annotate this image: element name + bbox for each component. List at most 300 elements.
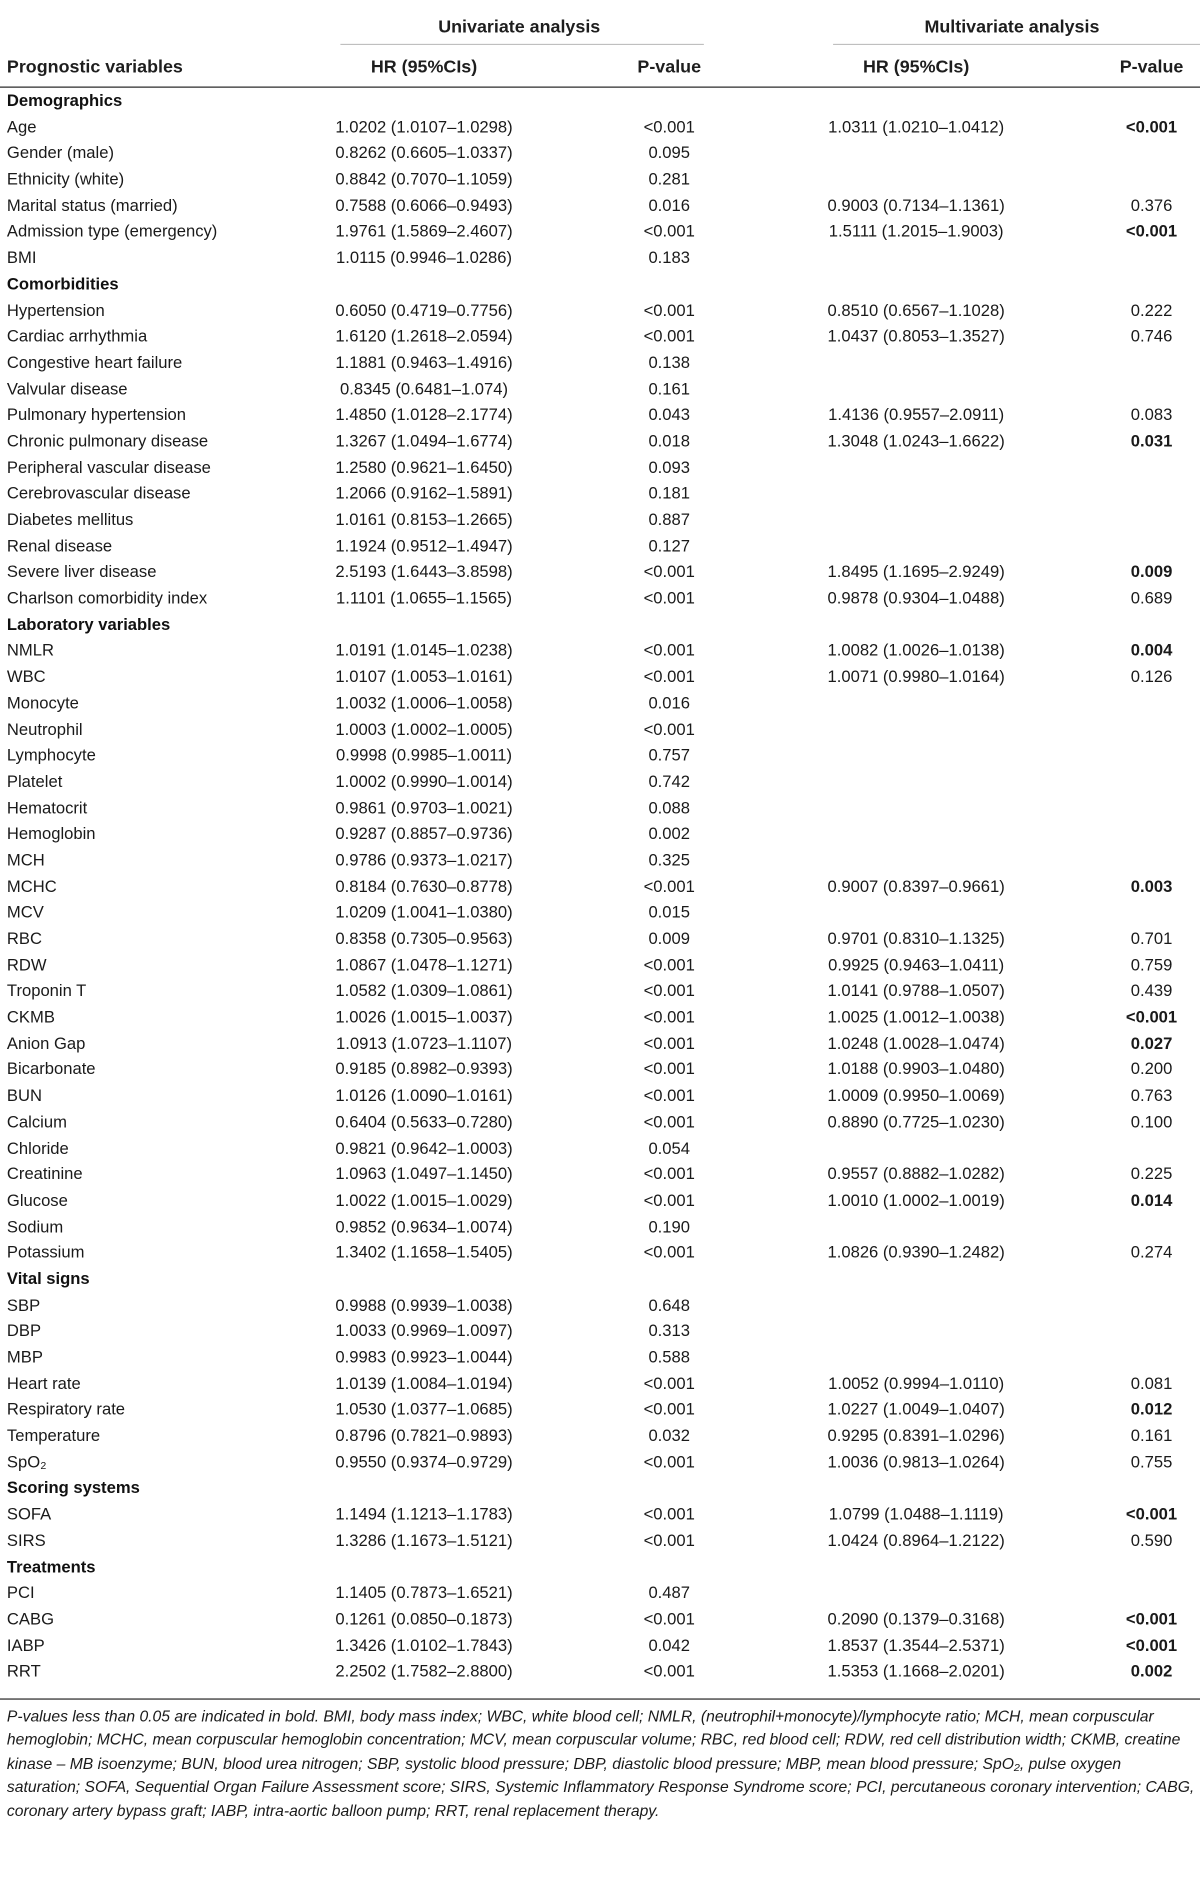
univariate-p-cell: 0.043: [648, 406, 690, 425]
table-row: [0, 1607, 1200, 1633]
univariate-p-cell: 0.018: [648, 432, 690, 452]
multivariate-p-cell: 0.225: [1130, 1165, 1173, 1185]
variable-cell: Age: [6, 118, 37, 137]
univariate-hr-cell: 1.1881 (0.9463–1.4916): [335, 354, 513, 373]
univariate-hr-cell: 1.4850 (1.0128–2.1774): [335, 406, 513, 425]
table-row: [0, 874, 1200, 900]
univariate-p-cell: 0.088: [648, 799, 690, 818]
multivariate-hr-cell: 1.8537 (1.3544–2.5371): [827, 1636, 1005, 1656]
variable-cell: Congestive heart failure: [6, 354, 183, 373]
univariate-p-cell: <0.001: [643, 1375, 695, 1394]
univariate-p-cell: <0.001: [643, 1244, 695, 1263]
multivariate-hr-cell: 1.0009 (0.9950–1.0069): [827, 1087, 1005, 1106]
univariate-hr-cell: 1.9761 (1.5869–2.4607): [335, 223, 513, 242]
multivariate-hr-cell: 1.0248 (1.0028–1.0474): [827, 1034, 1005, 1054]
table-row: [0, 167, 1200, 193]
univariate-p-cell: 0.002: [648, 825, 690, 844]
univariate-hr-cell: 1.0003 (1.0002–1.0005): [335, 720, 513, 740]
section-label: Treatments: [6, 1558, 96, 1577]
variable-cell: Calcium: [6, 1113, 67, 1132]
variable-cell: CKMB: [6, 1008, 55, 1027]
table-row: [0, 1633, 1200, 1659]
table-row: [0, 639, 1200, 665]
table-row: [0, 403, 1200, 429]
table-row: [0, 1345, 1200, 1371]
multivariate-p-cell: 0.222: [1130, 301, 1173, 321]
multivariate-hr-cell: 1.0227 (1.0049–1.0407): [827, 1401, 1005, 1420]
univariate-p-cell: <0.001: [643, 1034, 695, 1054]
univariate-hr-cell: 1.0022 (1.0015–1.0029): [335, 1191, 513, 1211]
univariate-hr-cell: 1.3426 (1.0102–1.7843): [335, 1636, 513, 1656]
univariate-hr-cell: 1.0161 (0.8153–1.2665): [335, 511, 513, 530]
univariate-group-rule: [340, 44, 703, 45]
univariate-p-cell: 0.032: [648, 1427, 690, 1446]
univariate-hr-cell: 0.8842 (0.7070–1.1059): [335, 170, 513, 190]
table-row: [0, 482, 1200, 508]
variable-cell: CABG: [6, 1610, 54, 1630]
univariate-p-cell: <0.001: [643, 1113, 695, 1132]
multivariate-hr-cell: 1.0141 (0.9788–1.0507): [827, 982, 1005, 1001]
univariate-p-cell: 0.887: [648, 511, 690, 530]
table-row: [0, 979, 1200, 1005]
table-row: [0, 194, 1200, 220]
univariate-p-cell: <0.001: [643, 668, 695, 687]
multivariate-p-cell: 0.100: [1130, 1113, 1173, 1132]
univariate-p-cell: <0.001: [643, 1532, 695, 1551]
univariate-hr-cell: 0.8796 (0.7821–0.9893): [335, 1427, 513, 1446]
variable-cell: Ethnicity (white): [6, 170, 125, 190]
univariate-hr-cell: 0.8345 (0.6481–1.074): [340, 380, 509, 399]
multivariate-hr-cell: 0.9701 (0.8310–1.1325): [827, 930, 1005, 949]
multivariate-p-cell: 0.081: [1130, 1375, 1173, 1394]
variable-cell: Chloride: [6, 1139, 69, 1158]
univariate-hr-cell: 1.0139 (1.0084–1.0194): [335, 1375, 513, 1394]
variable-cell: Marital status (married): [6, 197, 178, 216]
variable-cell: SBP: [6, 1296, 41, 1315]
univariate-p-cell: <0.001: [643, 982, 695, 1001]
variable-cell: MBP: [6, 1348, 43, 1368]
multivariate-hr-cell: 1.0424 (0.8964–1.2122): [827, 1532, 1005, 1551]
univariate-hr-cell: 1.3402 (1.1658–1.5405): [335, 1244, 513, 1263]
multivariate-hr-cell: 0.9295 (0.8391–1.0296): [827, 1427, 1005, 1446]
table-row: [0, 1529, 1200, 1555]
variable-cell: Platelet: [6, 772, 63, 792]
multivariate-p-cell: 0.763: [1130, 1087, 1173, 1106]
multivariate-p-cell: 0.002: [1130, 1662, 1173, 1682]
univariate-hr-cell: 1.6120 (1.2618–2.0594): [335, 327, 513, 347]
univariate-hr-cell: 1.0913 (1.0723–1.1107): [336, 1034, 513, 1054]
table-row: [0, 377, 1200, 403]
univariate-hr-cell: 0.8184 (0.7630–0.8778): [335, 877, 513, 897]
univariate-p-cell: 0.016: [648, 197, 690, 216]
variable-cell: MCV: [6, 903, 44, 923]
multivariate-p-cell: 0.200: [1130, 1060, 1173, 1080]
section-row: [0, 1267, 1200, 1293]
variable-cell: SIRS: [6, 1532, 46, 1551]
variable-cell: PCI: [6, 1584, 35, 1603]
univariate-p-cell: <0.001: [643, 563, 695, 582]
table-row: [0, 560, 1200, 586]
table-row: [0, 1450, 1200, 1476]
table-row: [0, 1293, 1200, 1319]
multivariate-p-cell: 0.376: [1130, 197, 1173, 216]
univariate-hr-cell: 1.0107 (1.0053–1.0161): [335, 668, 513, 687]
section-label: Laboratory variables: [6, 615, 171, 635]
univariate-p-cell: <0.001: [643, 1505, 695, 1525]
variable-cell: Renal disease: [6, 537, 113, 556]
multivariate-hr-cell: 1.0052 (0.9994–1.0110): [828, 1375, 1005, 1394]
univariate-hr-cell: 1.0867 (1.0478–1.1271): [335, 956, 513, 975]
variable-cell: Creatinine: [6, 1165, 83, 1185]
variable-cell: Monocyte: [6, 694, 79, 713]
table-row: [0, 1398, 1200, 1424]
table-row: [0, 927, 1200, 953]
bottom-rule: [0, 1698, 1200, 1699]
col-header-multi-hr: HR (95%CIs): [862, 57, 970, 78]
univariate-hr-cell: 1.3267 (1.0494–1.6774): [335, 432, 513, 452]
variable-cell: Charlson comorbidity index: [6, 589, 208, 609]
table-row: [0, 743, 1200, 769]
variable-cell: SOFA: [6, 1505, 52, 1525]
univariate-hr-cell: 0.8358 (0.7305–0.9563): [335, 930, 513, 949]
multivariate-p-cell: 0.590: [1130, 1532, 1173, 1551]
variable-cell: RRT: [6, 1662, 41, 1682]
section-row: [0, 1476, 1200, 1502]
col-header-multi-p: P-value: [1119, 57, 1184, 78]
section-row: [0, 272, 1200, 298]
variable-cell: Respiratory rate: [6, 1401, 126, 1420]
univariate-p-cell: <0.001: [643, 1191, 695, 1211]
variable-cell: Cerebrovascular disease: [6, 484, 191, 504]
univariate-p-cell: 0.161: [648, 380, 690, 399]
variable-cell: Peripheral vascular disease: [6, 458, 211, 478]
variable-cell: Admission type (emergency): [6, 223, 218, 242]
table-row: [0, 1057, 1200, 1083]
header-rule: [0, 87, 1200, 88]
univariate-p-cell: 0.588: [648, 1348, 690, 1368]
variable-cell: Heart rate: [6, 1375, 81, 1394]
table-row: [0, 1424, 1200, 1450]
variable-cell: NMLR: [6, 642, 54, 661]
univariate-hr-cell: 1.0209 (1.0041–1.0380): [335, 903, 513, 923]
multivariate-p-cell: 0.746: [1130, 327, 1173, 347]
univariate-hr-cell: 1.0033 (0.9969–1.0097): [335, 1322, 513, 1342]
univariate-hr-cell: 2.2502 (1.7582–2.8800): [335, 1662, 513, 1682]
table-row: [0, 822, 1200, 848]
section-row: [0, 612, 1200, 638]
multivariate-p-cell: 0.003: [1130, 877, 1173, 897]
variable-cell: BUN: [6, 1087, 42, 1106]
univariate-hr-cell: 1.0191 (1.0145–1.0238): [335, 642, 513, 661]
univariate-p-cell: <0.001: [643, 1087, 695, 1106]
variable-cell: Sodium: [6, 1217, 64, 1237]
variable-cell: Lymphocyte: [6, 746, 96, 766]
table-row: [0, 324, 1200, 350]
multivariate-hr-cell: 1.0799 (1.0488–1.1119): [828, 1505, 1004, 1525]
multivariate-p-cell: <0.001: [1125, 1505, 1178, 1525]
univariate-hr-cell: 0.9861 (0.9703–1.0021): [335, 799, 513, 818]
table-row: [0, 1502, 1200, 1528]
univariate-p-cell: 0.183: [648, 249, 690, 268]
table-row: [0, 220, 1200, 246]
variable-cell: Glucose: [6, 1191, 68, 1211]
table-row: [0, 1319, 1200, 1345]
univariate-hr-cell: 1.0026 (1.0015–1.0037): [335, 1008, 513, 1027]
univariate-hr-cell: 0.9983 (0.9923–1.0044): [335, 1348, 513, 1368]
variable-cell: Hemoglobin: [6, 825, 96, 844]
multivariate-p-cell: 0.689: [1130, 589, 1173, 609]
variable-cell: Hematocrit: [6, 799, 88, 818]
variable-cell: BMI: [6, 249, 37, 268]
table-row: [0, 1110, 1200, 1136]
univariate-p-cell: 0.138: [648, 354, 690, 373]
table-row: [0, 586, 1200, 612]
table-row: [0, 534, 1200, 560]
table-row: [0, 508, 1200, 534]
univariate-p-cell: 0.757: [648, 746, 690, 766]
univariate-p-cell: <0.001: [643, 327, 695, 347]
variable-cell: Bicarbonate: [6, 1060, 96, 1080]
multivariate-p-cell: 0.755: [1130, 1453, 1173, 1473]
section-label: Demographics: [6, 92, 123, 111]
multivariate-p-cell: 0.126: [1130, 668, 1173, 687]
table-row: [0, 796, 1200, 822]
variable-cell: Diabetes mellitus: [6, 511, 134, 530]
table-row: [0, 1581, 1200, 1607]
univariate-hr-cell: 1.0115 (0.9946–1.0286): [336, 249, 513, 268]
univariate-hr-cell: 0.9821 (0.9642–1.0003): [335, 1139, 513, 1158]
univariate-hr-cell: 0.9185 (0.8982–0.9393): [335, 1060, 513, 1080]
section-label: Scoring systems: [6, 1479, 140, 1499]
univariate-hr-cell: 1.2580 (0.9621–1.6450): [335, 458, 513, 478]
table-row: [0, 351, 1200, 377]
table-row: [0, 115, 1200, 141]
univariate-p-cell: <0.001: [643, 1453, 695, 1473]
multivariate-p-cell: 0.439: [1130, 982, 1173, 1001]
multivariate-hr-cell: 0.9007 (0.8397–0.9661): [827, 877, 1005, 897]
table-row: [0, 1241, 1200, 1267]
col-header-uni-p: P-value: [637, 57, 702, 78]
univariate-hr-cell: 0.7588 (0.6066–0.9493): [335, 197, 513, 216]
table-row: [0, 691, 1200, 717]
table-row: [0, 900, 1200, 926]
univariate-hr-cell: 2.5193 (1.6443–3.8598): [335, 563, 513, 582]
multivariate-p-cell: 0.009: [1130, 563, 1173, 582]
univariate-p-cell: <0.001: [643, 720, 695, 740]
univariate-p-cell: <0.001: [643, 642, 695, 661]
table-row: [0, 665, 1200, 691]
univariate-hr-cell: 1.3286 (1.1673–1.5121): [335, 1532, 513, 1551]
univariate-p-cell: 0.093: [648, 458, 690, 478]
section-row: [0, 1555, 1200, 1581]
variable-cell: Chronic pulmonary disease: [6, 432, 209, 452]
table-row: [0, 1660, 1200, 1686]
univariate-group-header: Univariate analysis: [438, 17, 601, 37]
multivariate-p-cell: 0.012: [1130, 1401, 1173, 1420]
multivariate-p-cell: <0.001: [1125, 1610, 1178, 1630]
univariate-p-cell: <0.001: [643, 1401, 695, 1420]
multivariate-hr-cell: 0.8510 (0.6567–1.1028): [827, 301, 1005, 321]
multivariate-p-cell: 0.759: [1130, 956, 1173, 975]
multivariate-p-cell: 0.161: [1130, 1427, 1173, 1446]
univariate-p-cell: 0.009: [648, 930, 690, 949]
section-label: Vital signs: [6, 1270, 90, 1289]
univariate-hr-cell: 1.1494 (1.1213–1.1783): [335, 1505, 513, 1525]
multivariate-hr-cell: 1.0036 (0.9813–1.0264): [827, 1453, 1005, 1473]
univariate-p-cell: 0.016: [648, 694, 690, 713]
col-header-variables: Prognostic variables: [6, 57, 183, 78]
section-label: Comorbidities: [6, 275, 119, 295]
table-row: [0, 141, 1200, 167]
univariate-p-cell: 0.054: [648, 1139, 690, 1158]
univariate-p-cell: <0.001: [643, 301, 695, 321]
table-row: [0, 1162, 1200, 1188]
multivariate-hr-cell: 1.4136 (0.9557–2.0911): [828, 406, 1005, 425]
univariate-p-cell: 0.181: [648, 484, 690, 504]
multivariate-p-cell: 0.004: [1130, 642, 1173, 661]
univariate-hr-cell: 0.9998 (0.9985–1.0011): [336, 746, 513, 766]
variable-cell: Troponin T: [6, 982, 87, 1001]
multivariate-p-cell: 0.031: [1130, 432, 1173, 452]
table-row: [0, 1214, 1200, 1240]
univariate-hr-cell: 1.0002 (0.9990–1.0014): [335, 772, 513, 792]
univariate-hr-cell: 1.0582 (1.0309–1.0861): [335, 982, 513, 1001]
univariate-hr-cell: 0.6050 (0.4719–0.7756): [335, 301, 513, 321]
multivariate-hr-cell: 0.9878 (0.9304–1.0488): [827, 589, 1005, 609]
univariate-p-cell: 0.313: [648, 1322, 690, 1342]
multivariate-hr-cell: 1.3048 (1.0243–1.6622): [827, 432, 1005, 452]
multivariate-hr-cell: 0.9003 (0.7134–1.1361): [827, 197, 1005, 216]
table-row: [0, 953, 1200, 979]
univariate-p-cell: <0.001: [643, 1060, 695, 1080]
multivariate-p-cell: 0.014: [1130, 1191, 1173, 1211]
univariate-hr-cell: 0.9550 (0.9374–0.9729): [335, 1453, 513, 1473]
univariate-hr-cell: 0.1261 (0.0850–0.1873): [335, 1610, 513, 1630]
multivariate-p-cell: 0.274: [1130, 1244, 1173, 1263]
table-row: [0, 1084, 1200, 1110]
table-row: [0, 769, 1200, 795]
multivariate-hr-cell: 0.2090 (0.1379–0.3168): [827, 1610, 1005, 1630]
variable-cell: Cardiac arrhythmia: [6, 327, 148, 347]
variable-cell: SpO₂: [6, 1453, 47, 1473]
variable-cell: DBP: [6, 1322, 42, 1342]
univariate-hr-cell: 0.9852 (0.9634–1.0074): [335, 1217, 513, 1237]
variable-cell: RDW: [6, 956, 47, 975]
multivariate-hr-cell: 1.0437 (0.8053–1.3527): [827, 327, 1005, 347]
variable-cell: Anion Gap: [6, 1034, 86, 1054]
univariate-hr-cell: 0.9287 (0.8857–0.9736): [335, 825, 513, 844]
multivariate-p-cell: 0.701: [1130, 930, 1173, 949]
univariate-hr-cell: 1.1924 (0.9512–1.4947): [335, 537, 513, 556]
univariate-hr-cell: 0.8262 (0.6605–1.0337): [335, 144, 513, 164]
table-row: [0, 848, 1200, 874]
table-row: [0, 1136, 1200, 1162]
univariate-p-cell: <0.001: [643, 956, 695, 975]
univariate-p-cell: 0.095: [648, 144, 690, 164]
multivariate-hr-cell: 1.0082 (1.0026–1.0138): [827, 642, 1005, 661]
univariate-hr-cell: 0.9988 (0.9939–1.0038): [335, 1296, 513, 1315]
multivariate-hr-cell: 1.5111 (1.2015–1.9003): [828, 223, 1004, 242]
univariate-p-cell: 0.742: [648, 772, 690, 792]
table-row: [0, 1031, 1200, 1057]
variable-cell: Gender (male): [6, 144, 114, 164]
section-row: [0, 89, 1200, 115]
table-row: [0, 429, 1200, 455]
multivariate-p-cell: <0.001: [1125, 1008, 1178, 1027]
table-body: [0, 89, 1200, 1686]
multivariate-p-cell: 0.083: [1130, 406, 1173, 425]
univariate-p-cell: 0.487: [648, 1584, 690, 1603]
table-row: [0, 1372, 1200, 1398]
multivariate-hr-cell: 0.8890 (0.7725–1.0230): [827, 1113, 1005, 1132]
univariate-hr-cell: 0.6404 (0.5633–0.7280): [335, 1113, 513, 1132]
table-row: [0, 246, 1200, 272]
table-row: [0, 298, 1200, 324]
variable-cell: Hypertension: [6, 301, 105, 321]
variable-cell: MCHC: [6, 877, 57, 897]
univariate-p-cell: 0.190: [648, 1217, 690, 1237]
multivariate-p-cell: <0.001: [1125, 118, 1178, 137]
variable-cell: WBC: [6, 668, 46, 687]
univariate-hr-cell: 1.0530 (1.0377–1.0685): [335, 1401, 513, 1420]
univariate-hr-cell: 1.0963 (1.0497–1.1450): [335, 1165, 513, 1185]
col-header-uni-hr: HR (95%CIs): [370, 57, 478, 78]
univariate-p-cell: 0.325: [648, 851, 690, 870]
multivariate-hr-cell: 1.0071 (0.9980–1.0164): [827, 668, 1005, 687]
multivariate-hr-cell: 0.9925 (0.9463–1.0411): [828, 956, 1005, 975]
multivariate-hr-cell: 1.0826 (0.9390–1.2482): [827, 1244, 1005, 1263]
table-row: [0, 1005, 1200, 1031]
multivariate-p-cell: <0.001: [1125, 1636, 1178, 1656]
table-footnote: P-values less than 0.05 are indicated in bold. BMI, body mass index; WBC, white blood cell; NMLR, (neutrophil+monocyte)/lymphocyte ratio; MCH, mean corpuscular hemoglobin; MCHC, mean corpuscular hemoglobin concentration; MCV, mean corpuscular volume; RBC, red blood cell; RDW, red cell distribution width; CKMB, creatine kinase – MB isoenzyme; BUN, blood urea nitrogen; SBP, systolic blood pressure; DBP, diastolic blood pressure; MBP, mean blood pressure; SpO₂, pulse oxygen saturation; SOFA, Sequential Organ Failure Assessment score; SIRS, Systemic Inflammatory Response Syndrome score; PCI, percutaneous coronary intervention; CABG, coronary artery bypass graft; IABP, intra-aortic balloon pump; RRT, renal replacement therapy.: [6, 1707, 1195, 1820]
table-row: [0, 717, 1200, 743]
univariate-p-cell: <0.001: [643, 118, 695, 137]
multivariate-hr-cell: 1.0311 (1.0210–1.0412): [828, 118, 1005, 137]
variable-cell: Pulmonary hypertension: [6, 406, 186, 425]
variable-cell: IABP: [6, 1636, 45, 1656]
variable-cell: Potassium: [6, 1244, 85, 1263]
univariate-p-cell: 0.648: [648, 1296, 690, 1315]
variable-cell: Neutrophil: [6, 720, 83, 740]
univariate-p-cell: 0.015: [648, 903, 690, 923]
multivariate-p-cell: <0.001: [1125, 223, 1178, 242]
multivariate-group-header: Multivariate analysis: [924, 17, 1100, 37]
table-row: [0, 455, 1200, 481]
univariate-p-cell: <0.001: [643, 223, 695, 242]
univariate-p-cell: 0.281: [648, 170, 690, 190]
multivariate-p-cell: 0.027: [1130, 1034, 1173, 1054]
univariate-hr-cell: 1.0126 (1.0090–1.0161): [335, 1087, 513, 1106]
variable-cell: MCH: [6, 851, 45, 870]
multivariate-hr-cell: 1.0188 (0.9903–1.0480): [827, 1060, 1005, 1080]
univariate-hr-cell: 1.2066 (0.9162–1.5891): [335, 484, 513, 504]
multivariate-hr-cell: 1.8495 (1.1695–2.9249): [827, 563, 1005, 582]
variable-cell: RBC: [6, 930, 42, 949]
multivariate-hr-cell: 1.0025 (1.0012–1.0038): [827, 1008, 1005, 1027]
univariate-p-cell: <0.001: [643, 877, 695, 897]
univariate-hr-cell: 1.1405 (0.7873–1.6521): [335, 1584, 513, 1603]
univariate-p-cell: <0.001: [643, 1662, 695, 1682]
multivariate-hr-cell: 0.9557 (0.8882–1.0282): [827, 1165, 1005, 1185]
multivariate-hr-cell: 1.5353 (1.1668–2.0201): [827, 1662, 1005, 1682]
univariate-hr-cell: 1.0202 (1.0107–1.0298): [335, 118, 513, 137]
univariate-p-cell: <0.001: [643, 589, 695, 609]
table-row: [0, 1188, 1200, 1214]
univariate-hr-cell: 1.1101 (1.0655–1.1565): [336, 589, 513, 609]
univariate-p-cell: <0.001: [643, 1008, 695, 1027]
variable-cell: Valvular disease: [6, 380, 128, 399]
variable-cell: Severe liver disease: [6, 563, 157, 582]
